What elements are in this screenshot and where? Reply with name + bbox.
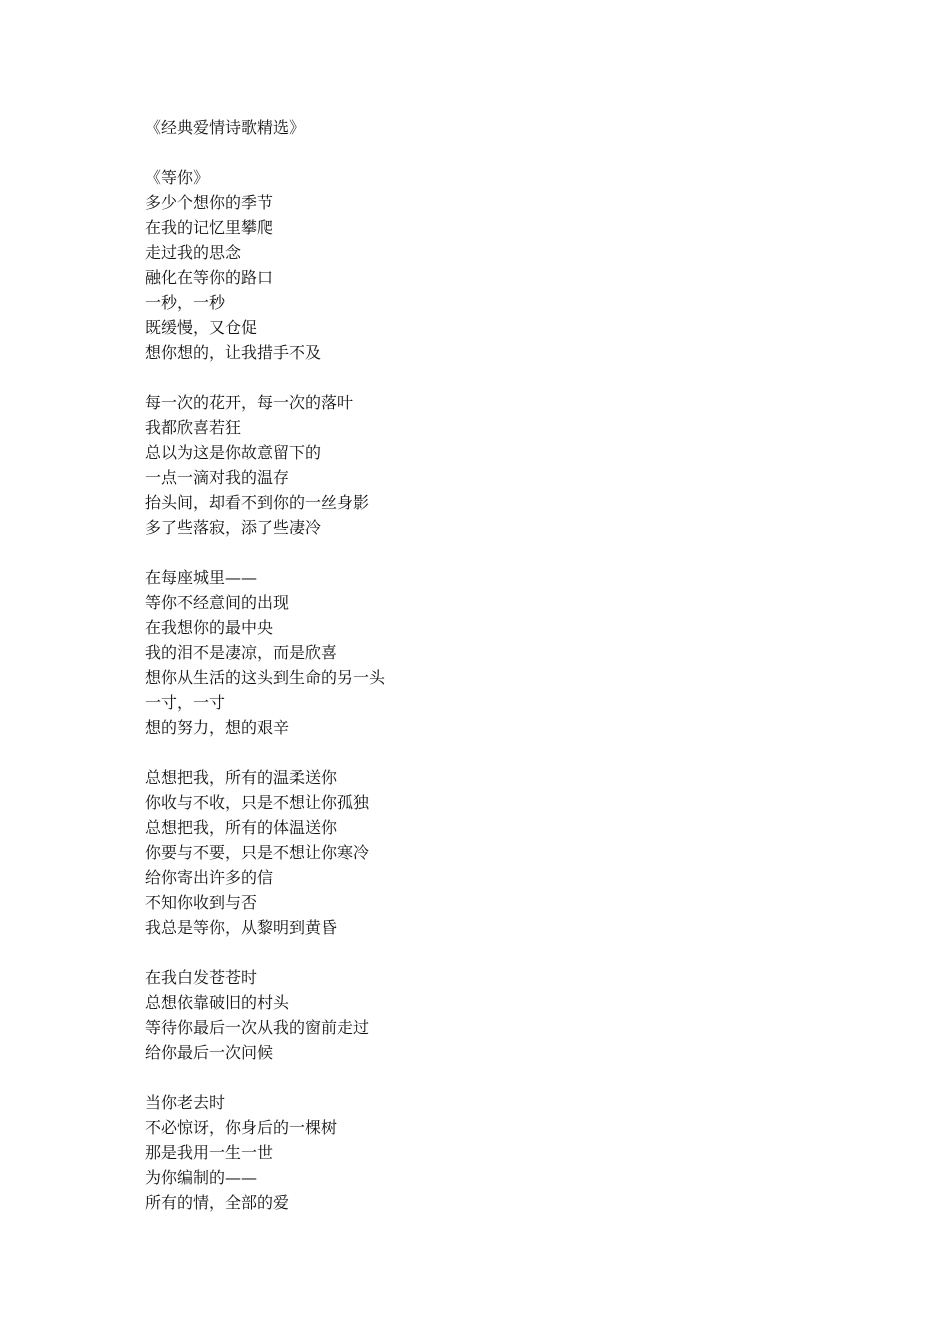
poem-line: 那是我用一生一世	[145, 1143, 274, 1162]
poem-line: 融化在等你的路口	[145, 268, 274, 287]
poem-line: 你收与不收，只是不想让你孤独	[145, 793, 370, 812]
poem-line: 一秒，一秒	[145, 293, 226, 312]
stanza-4	[145, 765, 845, 940]
poem-line: 总想把我，所有的体温送你	[145, 818, 338, 837]
stanza-1	[145, 190, 845, 365]
poem-line: 在我想你的最中央	[145, 618, 274, 637]
poem-line: 一寸，一寸	[145, 693, 226, 712]
poem-line: 走过我的思念	[145, 243, 242, 262]
poem-title: 《等你》	[145, 168, 210, 187]
poem-line: 我都欣喜若狂	[145, 418, 242, 437]
poem-line: 所有的情，全部的爱	[145, 1193, 290, 1212]
stanza-6	[145, 1090, 845, 1215]
poem-line: 想的努力，想的艰辛	[145, 718, 290, 737]
poem-line: 想你想的，让我措手不及	[145, 343, 322, 362]
poem-line: 为你编制的——	[145, 1168, 258, 1187]
poem-line: 每一次的花开，每一次的落叶	[145, 393, 354, 412]
document-content	[145, 115, 845, 1240]
poem-line: 等你不经意间的出现	[145, 593, 290, 612]
poem-line: 多了些落寂，添了些凄冷	[145, 518, 322, 537]
poem-line: 多少个想你的季节	[145, 193, 274, 212]
document-title: 《经典爱情诗歌精选》	[145, 118, 306, 137]
poem-line: 你要与不要，只是不想让你寒冷	[145, 843, 370, 862]
poem-line: 总想依靠破旧的村头	[145, 993, 290, 1012]
poem-line: 给你寄出许多的信	[145, 868, 274, 887]
poem-line: 一点一滴对我的温存	[145, 468, 290, 487]
poem-line: 总以为这是你故意留下的	[145, 443, 322, 462]
stanza-3	[145, 565, 845, 740]
poem-line: 不知你收到与否	[145, 893, 258, 912]
poem-line: 我的泪不是凄凉，而是欣喜	[145, 643, 338, 662]
poem-line: 在每座城里——	[145, 568, 258, 587]
poem-line: 在我白发苍苍时	[145, 968, 258, 987]
poem-line: 给你最后一次问候	[145, 1043, 274, 1062]
poem-line: 我总是等你，从黎明到黄昏	[145, 918, 338, 937]
poem-line: 在我的记忆里攀爬	[145, 218, 274, 237]
stanza-5	[145, 965, 845, 1065]
poem-line: 总想把我，所有的温柔送你	[145, 768, 338, 787]
poem-line: 想你从生活的这头到生命的另一头	[145, 668, 386, 687]
poem-line: 当你老去时	[145, 1093, 226, 1112]
poem-line: 既缓慢，又仓促	[145, 318, 258, 337]
poem-line: 抬头间，却看不到你的一丝身影	[145, 493, 370, 512]
stanza-2	[145, 390, 845, 540]
poem-line: 不必惊讶，你身后的一棵树	[145, 1118, 338, 1137]
poem-line: 等待你最后一次从我的窗前走过	[145, 1018, 370, 1037]
